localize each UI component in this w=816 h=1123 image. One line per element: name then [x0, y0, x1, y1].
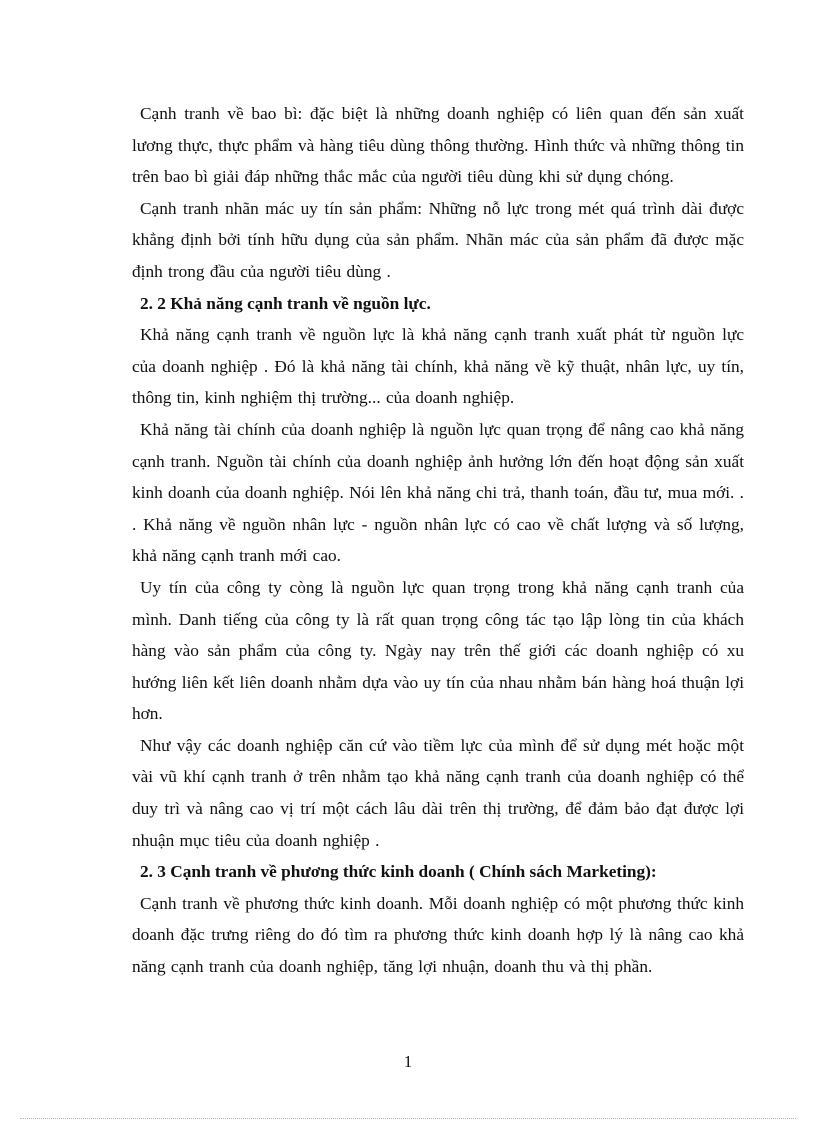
- paragraph-business-method: Cạnh tranh về phương thức kinh doanh. Mỗi doanh nghiệp có một phương thức kinh doanh đặc trưng riêng do đó tìm ra phương thức kinh doanh hợp lý là nâng cao khả năng cạnh tranh của doanh nghiệp, tăng lợi nhuận, doanh thu và thị phần.: [132, 893, 744, 977]
- paragraph-packaging-competition: Cạnh tranh về bao bì: đặc biệt là những doanh nghiệp có liên quan đến sản xuất lương thực, thực phẩm và hàng tiêu dùng thông thường. Hình thức và những thông tin trên bao bì giải đáp những thắc mắc của người tiêu dùng khi sử dụng chóng.: [132, 104, 744, 187]
- section-heading-2-2: 2. 2 Khả năng cạnh tranh về nguồn lực.: [140, 293, 431, 313]
- page-bottom-divider: [20, 1118, 796, 1119]
- paragraph-resource-competition: Khả năng cạnh tranh về nguồn lực là khả năng cạnh tranh xuất phát từ nguồn lực của doanh nghiệp . Đó là khả năng tài chính, khả năng về kỹ thuật, nhân lực, uy tín, thông tin, kinh nghiệm thị trường... của doanh nghiệp.: [132, 325, 744, 408]
- paragraph-summary: Như vậy các doanh nghiệp căn cứ vào tiềm lực của mình để sử dụng mét hoặc một vài vũ khí cạnh tranh ở trên nhằm tạo khả năng cạnh tranh của doanh nghiệp có thể duy trì và nâng cao vị trí một cách lâu dài trên thị trường, để đảm bảo đạt được lợi nhuận mục tiêu của doanh nghiệp .: [132, 735, 744, 850]
- paragraph-company-reputation: Uy tín của công ty còng là nguồn lực quan trọng trong khả năng cạnh tranh của mình. Danh tiếng của công ty là rất quan trọng công tác tạo lập lòng tin của khách hàng vào sản phẩm của công ty. Ngày nay trên thế giới các doanh nghiệp có xu hướng liên kết liên doanh nhằm dựa vào uy tín của nhau nhằm bán hàng hoá thuận lợi hơn.: [132, 577, 744, 724]
- paragraph-brand-reputation: Cạnh tranh nhãn mác uy tín sản phẩm: Những nỗ lực trong mét quá trình dài được khẳng định bởi tính hữu dụng của sản phẩm. Nhãn mác của sản phẩm đã được mặc định trong đầu của người tiêu dùng .: [132, 198, 744, 281]
- page-body: [132, 98, 744, 983]
- section-heading-2-3: 2. 3 Cạnh tranh về phương thức kinh doanh ( Chính sách Marketing):: [140, 862, 657, 882]
- page-number: 1: [403, 1052, 413, 1071]
- paragraph-financial-capacity: Khả năng tài chính của doanh nghiệp là nguồn lực quan trọng để nâng cao khả năng cạnh tranh. Nguồn tài chính của doanh nghiệp ảnh hưởng lớn đến hoạt động sản xuất kinh doanh của doanh nghiệp. Nói lên khả năng chi trả, thanh toán, đầu tư, mua mới. . . Khả năng về nguồn nhân lực - nguồn nhân lực có cao về chất lượng và số lượng, khả năng cạnh tranh mới cao.: [132, 419, 744, 566]
